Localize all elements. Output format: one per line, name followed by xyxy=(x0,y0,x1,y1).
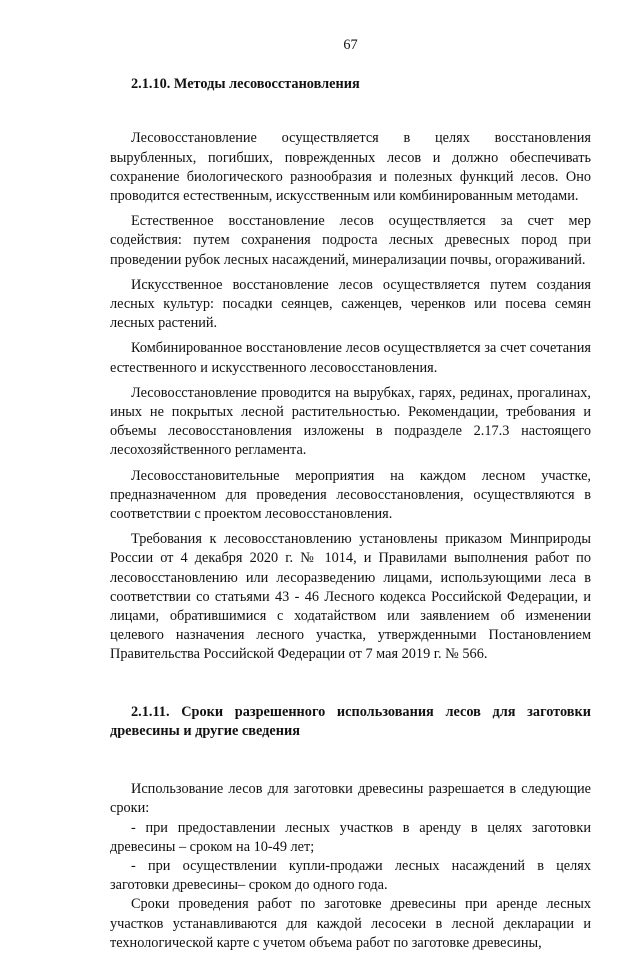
list-item: - при предоставлении лесных участков в аренду в целях заготовки древесины – сроком на 10-49 лет; xyxy=(110,819,591,855)
section-heading-2-1-10: 2.1.10. Методы лесовосстановления xyxy=(131,76,360,93)
paragraph: Лесовосстановительные мероприятия на каждом лесном участке, предназначенном для проведения лесовосстановления, осуществляются в соответствии с проектом лесовосстановления. xyxy=(110,467,591,523)
paragraph: Использование лесов для заготовки древесины разрешается в следующие сроки: xyxy=(110,781,591,817)
paragraph: Требования к лесовосстановлению установлены приказом Минприроды России от 4 декабря 2020 г. № 1014, и Правилами выполнения работ по лесовосстановлению или лесоразведению лицами, использующими леса в соответствии со статьями 43 - 46 Лесного кодекса Российской Федерации, и лицами, обратившимися с ходатайством или заявлением об изменении целевого назначения лесного участка, утвержденными Постановлением Правительства Российской Федерации от 7 мая 2019 г. № 566. xyxy=(110,531,591,663)
paragraph: Искусственное восстановление лесов осуществляется путем создания лесных культур: посадки сеянцев, саженцев, черенков или посева семян лесных растений. xyxy=(110,276,591,332)
paragraph: Естественное восстановление лесов осуществляется за счет мер содействия: путем сохранения подроста лесных древесных пород при проведении рубок лесных насаждений, минерализации почвы, огораживаний. xyxy=(110,213,591,268)
paragraph: Сроки проведения работ по заготовке древесины при аренде лесных участков устанавливаются для каждой лесосеки в лесной декларации и технологической карте с учетом объема работ по заготовке древесины, xyxy=(110,896,591,951)
paragraph: Лесовосстановление осуществляется в целях восстановления вырубленных, погибших, поврежденных лесов и должно обеспечивать сохранение биологического разнообразия и полезных функций лесов. Оно проводится естественным, искусственным или комбинированным методами. xyxy=(110,130,591,205)
page-number: 67 xyxy=(343,37,358,53)
paragraph: Лесовосстановление проводится на вырубках, гарях, рединах, прогалинах, иных не покрытых лесной растительностью. Рекомендации, требования и объемы лесовосстановления изложены в подразделе 2.17.3 настоящего лесохозяйственного регламента. xyxy=(110,384,591,459)
list-item: - при осуществлении купли-продажи лесных насаждений в целях заготовки древесины– сроком до одного года. xyxy=(110,857,591,894)
paragraph: Комбинированное восстановление лесов осуществляется за счет сочетания естественного и искусственного лесовосстановления. xyxy=(110,340,591,376)
section-heading-2-1-11: 2.1.11. Сроки разрешенного использования лесов для заготовки древесины и другие сведения xyxy=(110,703,591,739)
